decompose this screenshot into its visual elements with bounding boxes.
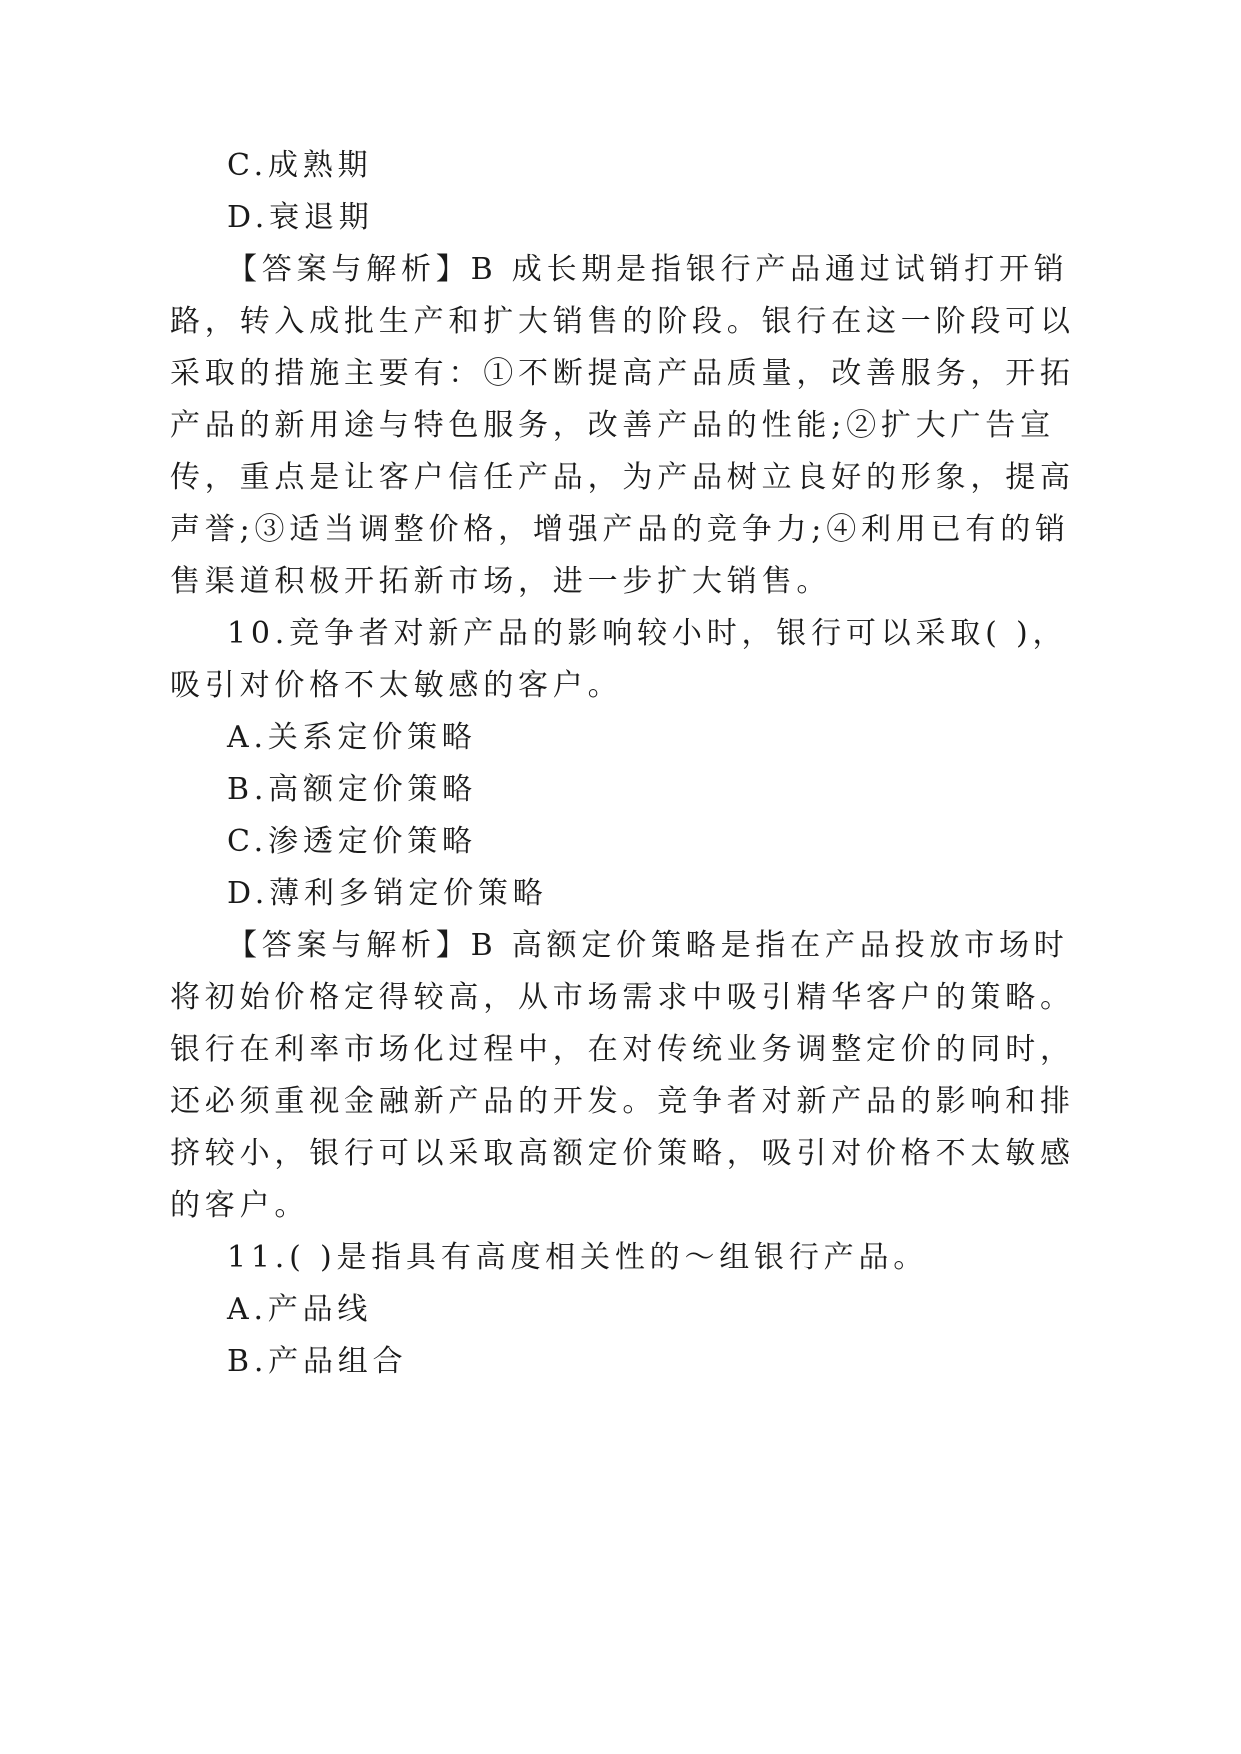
- q10-option-c: C.渗透定价策略: [227, 824, 477, 859]
- q9-analysis-line-1: 【答案与解析】B 成长期是指银行产品通过试销打开销: [227, 252, 1069, 287]
- q9-analysis-line-7: 售渠道积极开拓新市场，进一步扩大销售。: [170, 564, 832, 599]
- q9-option-c: C.成熟期: [227, 148, 373, 183]
- q11-question: 11.( )是指具有高度相关性的～组银行产品。: [227, 1240, 929, 1275]
- q10-analysis-line-6: 的客户。: [170, 1188, 310, 1223]
- q9-analysis-line-4: 产品的新用途与特色服务，改善产品的性能;②扩大广告宣: [170, 408, 1055, 443]
- q10-option-a: A.关系定价策略: [227, 720, 477, 755]
- q10-question-line-1: 10.竞争者对新产品的影响较小时，银行可以采取( )，: [227, 616, 1068, 651]
- q10-analysis-line-3: 银行在利率市场化过程中，在对传统业务调整定价的同时，: [170, 1032, 1075, 1067]
- q9-analysis-line-6: 声誉;③适当调整价格，增强产品的竞争力;④利用已有的销: [170, 512, 1070, 547]
- q10-analysis-line-1: 【答案与解析】B 高额定价策略是指在产品投放市场时: [227, 928, 1069, 963]
- q10-analysis-line-4: 还必须重视金融新产品的开发。竞争者对新产品的影响和排: [170, 1084, 1075, 1119]
- q10-analysis-line-2: 将初始价格定得较高，从市场需求中吸引精华客户的策略。: [170, 980, 1075, 1015]
- q11-option-b: B.产品组合: [227, 1344, 408, 1379]
- q11-option-a: A.产品线: [227, 1292, 373, 1327]
- q10-question-line-2: 吸引对价格不太敏感的客户。: [170, 668, 623, 703]
- q10-option-d: D.薄利多销定价策略: [227, 876, 548, 911]
- q9-analysis-line-2: 路，转入成批生产和扩大销售的阶段。银行在这一阶段可以: [170, 304, 1075, 339]
- q9-analysis-line-3: 采取的措施主要有：①不断提高产品质量，改善服务，开拓: [170, 356, 1075, 391]
- q9-option-d: D.衰退期: [227, 200, 374, 235]
- q10-analysis-line-5: 挤较小，银行可以采取高额定价策略，吸引对价格不太敏感: [170, 1136, 1075, 1171]
- q9-analysis-line-5: 传，重点是让客户信任产品，为产品树立良好的形象，提高: [170, 460, 1075, 495]
- q10-option-b: B.高额定价策略: [227, 772, 477, 807]
